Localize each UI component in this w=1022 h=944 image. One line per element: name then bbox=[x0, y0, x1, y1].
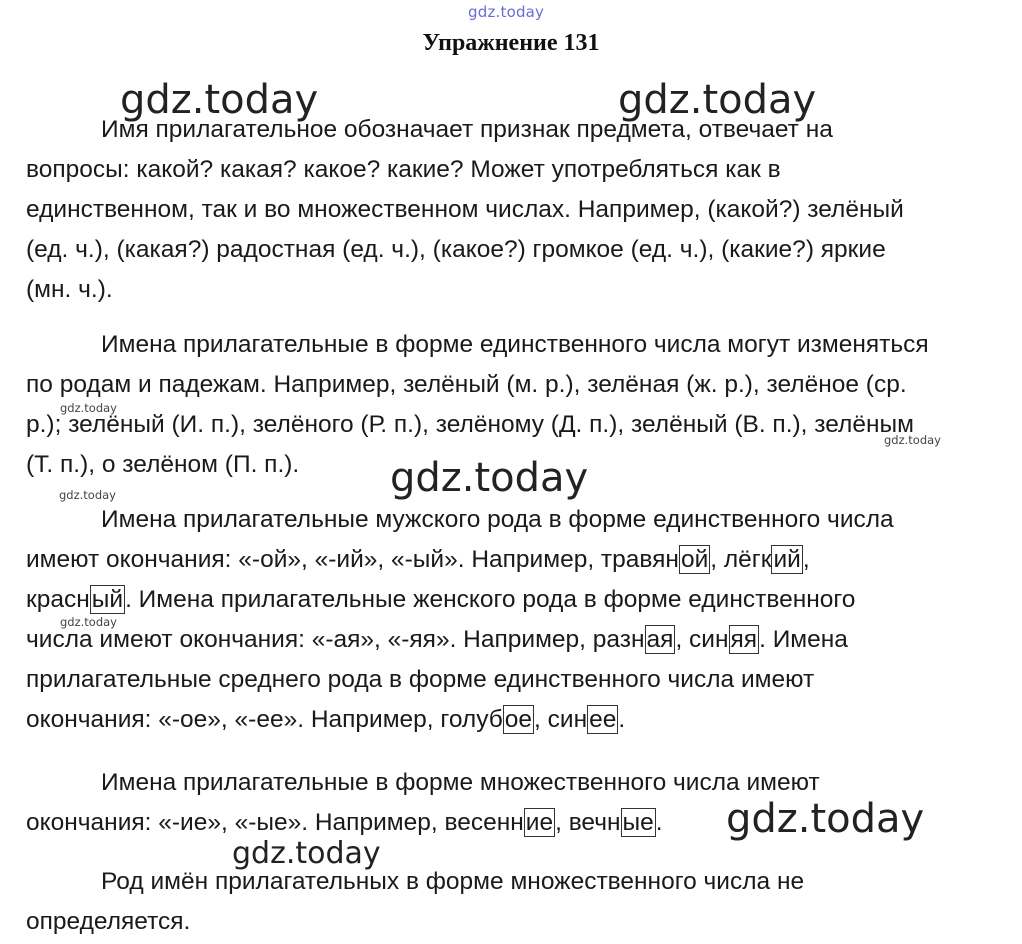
text-line: Имена прилагательные в форме единственного числа могут изменяться bbox=[101, 331, 929, 358]
text-segment: , вечн bbox=[555, 809, 621, 836]
text-segment: , лёгк bbox=[710, 546, 772, 573]
text-segment: , син bbox=[534, 706, 588, 733]
text-line bbox=[26, 500, 1001, 540]
ending-box: ие bbox=[525, 809, 554, 836]
text-line: по родам и падежам. Например, зелёный (м. р.), зелёная (ж. р.), зелёное (ср. bbox=[26, 371, 907, 398]
text-line: р.); зелёный (И. п.), зелёного (Р. п.), зелёному (Д. п.), зелёный (В. п.), зелёным bbox=[26, 411, 914, 438]
ending-box: ая bbox=[646, 626, 674, 653]
text-segment: Имена прилагательные мужского рода в форме единственного числа bbox=[101, 506, 894, 533]
text-segment: красн bbox=[26, 586, 90, 613]
watermark: gdz.today bbox=[232, 836, 381, 871]
paragraph-1 bbox=[26, 110, 1001, 310]
text-segment: окончания: «-ое», «-ее». Например, голуб bbox=[26, 706, 503, 733]
text-segment: числа имеют окончания: «-ая», «-яя». Например, разн bbox=[26, 626, 645, 653]
text-line: вопросы: какой? какая? какое? какие? Может употребляться как в bbox=[26, 156, 781, 183]
watermark: gdz.today bbox=[120, 77, 319, 123]
text-line bbox=[26, 700, 1001, 740]
text-line bbox=[26, 660, 1001, 700]
text-segment: прилагательные среднего рода в форме единственного числа имеют bbox=[26, 666, 815, 693]
text-line: единственном, так и во множественном числах. Например, (какой?) зелёный bbox=[26, 196, 904, 223]
text-segment: . bbox=[655, 809, 663, 836]
text-line: определяется. bbox=[26, 908, 191, 935]
text-segment: . Имена прилагательные женского рода в форме единственного bbox=[125, 586, 856, 613]
watermark: gdz.today bbox=[618, 77, 817, 123]
ending-box: ые bbox=[622, 809, 654, 836]
exercise-title: Упражнение 131 bbox=[422, 30, 600, 56]
ending-box: ий bbox=[773, 546, 801, 573]
header-watermark: gdz.today bbox=[468, 3, 545, 21]
watermark-small: gdz.today bbox=[884, 433, 941, 447]
text-line: (ед. ч.), (какая?) радостная (ед. ч.), (какое?) громкое (ед. ч.), (какие?) яркие bbox=[26, 236, 886, 263]
text-line: Имя прилагательное обозначает признак предмета, отвечает на bbox=[101, 116, 833, 143]
text-segment: , син bbox=[675, 626, 729, 653]
ending-box: ый bbox=[91, 586, 124, 613]
ending-box: ой bbox=[680, 546, 709, 573]
text-line bbox=[26, 620, 1001, 660]
text-segment: окончания: «-ие», «-ые». Например, весенн bbox=[26, 809, 524, 836]
text-line: Род имён прилагательных в форме множественного числа не bbox=[101, 868, 805, 895]
text-segment: . Имена bbox=[759, 626, 848, 653]
text-line: (Т. п.), о зелёном (П. п.). bbox=[26, 451, 300, 478]
watermark-small: gdz.today bbox=[60, 615, 117, 629]
text-segment: имеют окончания: «-ой», «-ий», «-ый». Например, травян bbox=[26, 546, 679, 573]
watermark-small: gdz.today bbox=[59, 488, 116, 502]
text-segment: . bbox=[618, 706, 626, 733]
watermark: gdz.today bbox=[390, 455, 589, 501]
text-line bbox=[26, 540, 1001, 580]
text-line bbox=[26, 580, 1001, 620]
watermark-small: gdz.today bbox=[60, 401, 117, 415]
ending-box: яя bbox=[730, 626, 758, 653]
text-segment: Имена прилагательные в форме множественного числа имеют bbox=[101, 769, 820, 796]
ending-box: ее bbox=[589, 706, 617, 733]
text-segment: , bbox=[802, 546, 810, 573]
text-line: (мн. ч.). bbox=[26, 276, 113, 303]
ending-box: ое bbox=[504, 706, 533, 733]
paragraph-3 bbox=[26, 500, 1001, 740]
watermark: gdz.today bbox=[726, 796, 925, 842]
paragraph-5 bbox=[26, 862, 1001, 942]
